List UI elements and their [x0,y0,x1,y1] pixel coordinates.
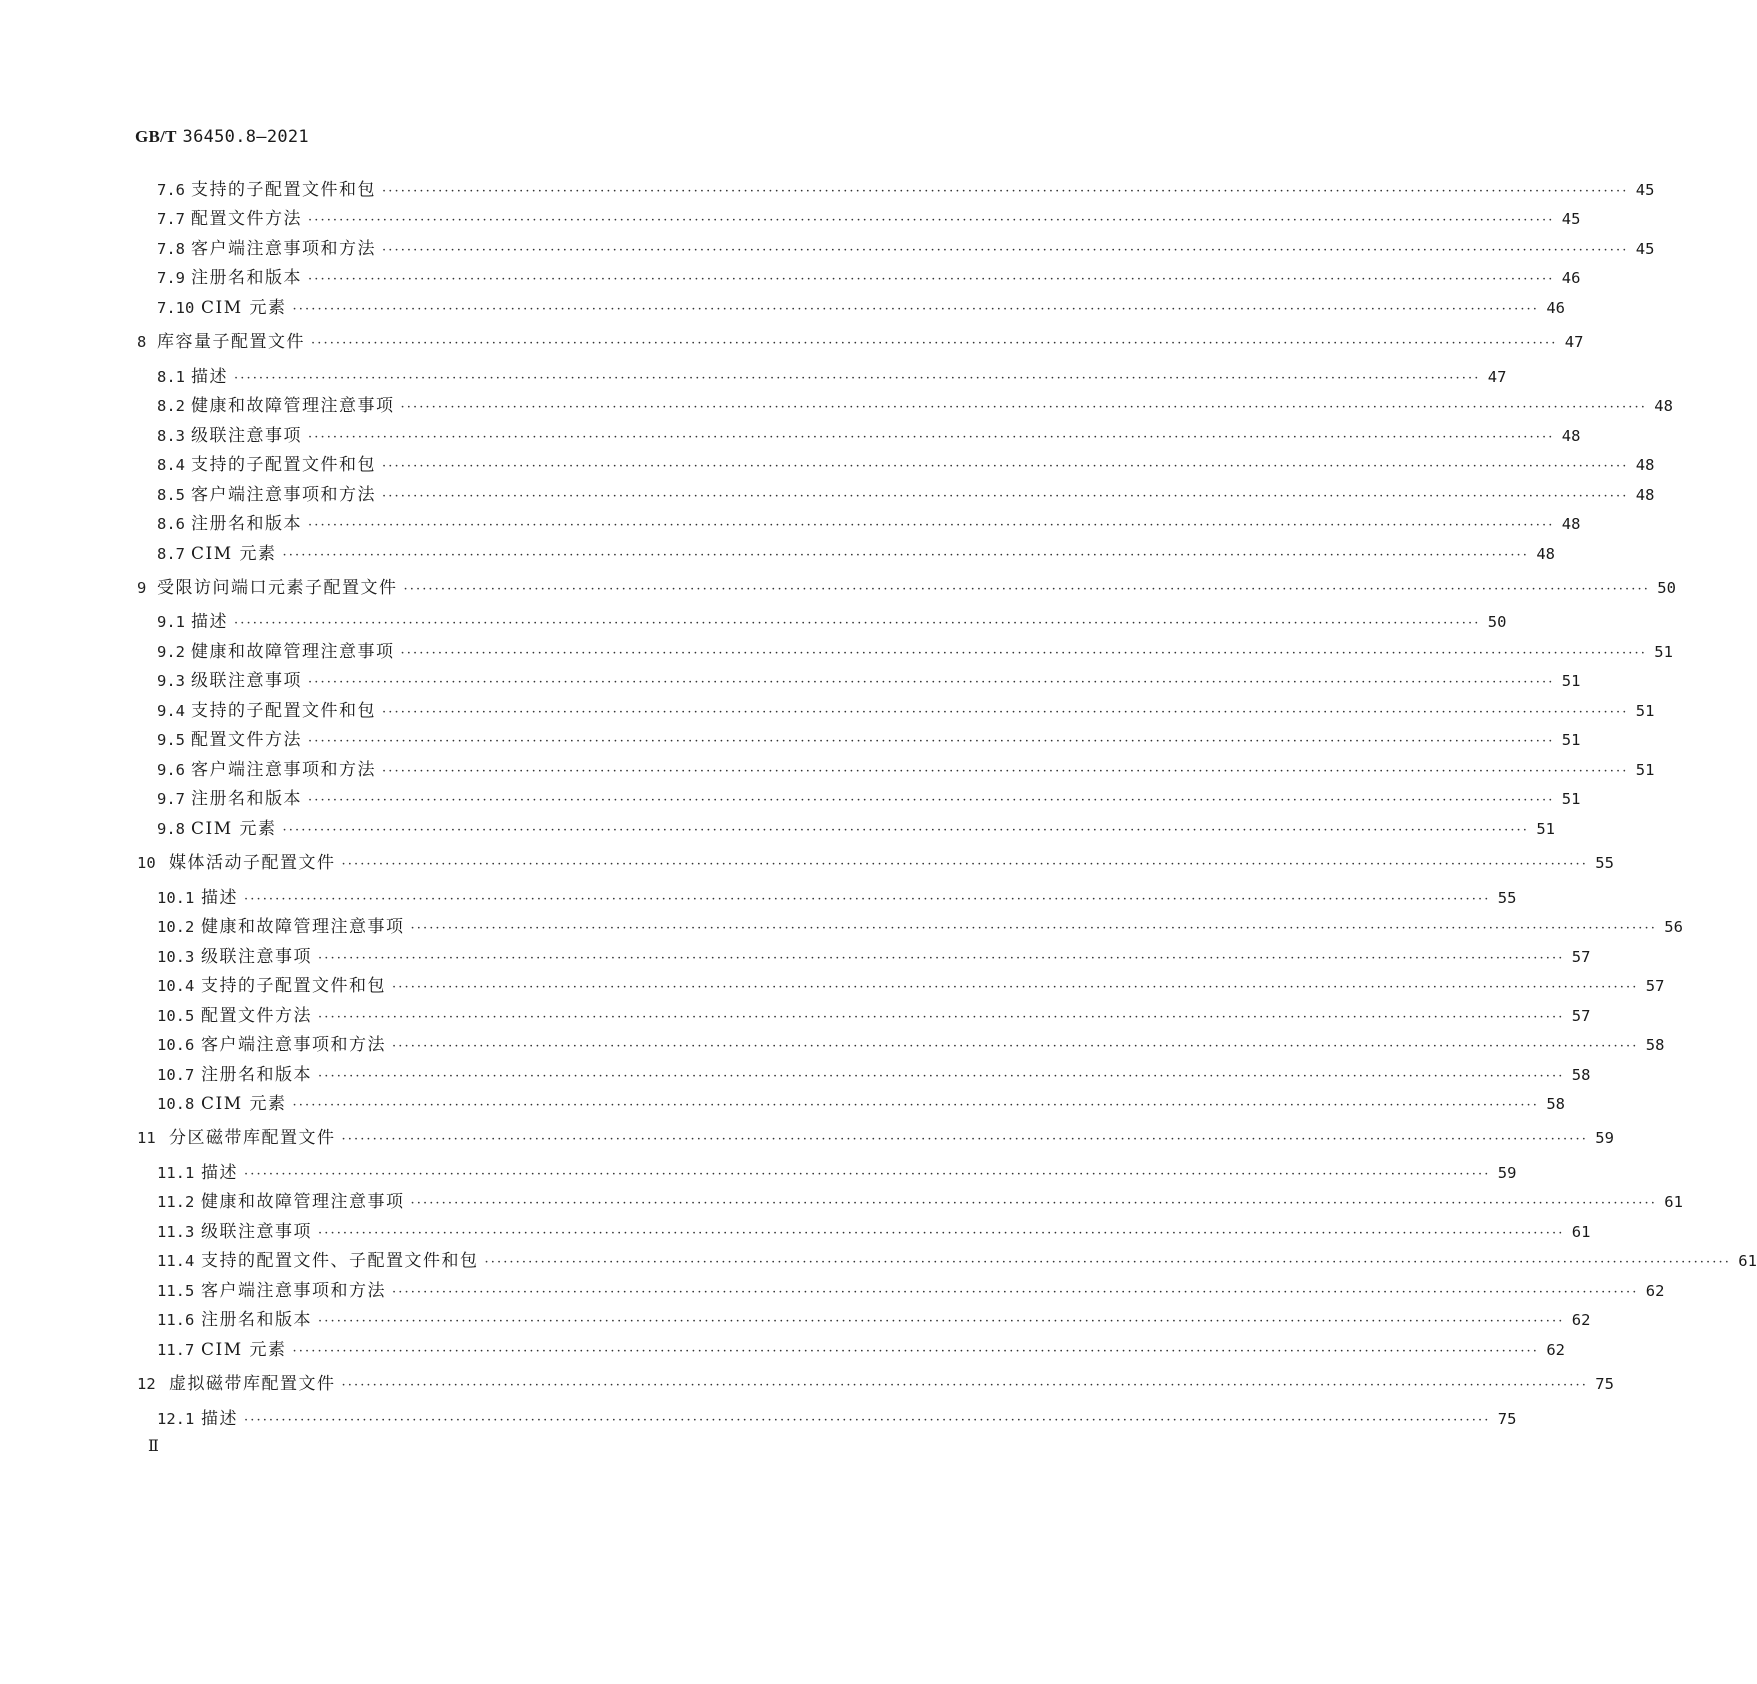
toc-entry-number: 8.2 [157,397,185,415]
dot-leader: ········································································································································································································ [341,1132,1588,1147]
toc-entry-number: 12.1 [157,1410,195,1428]
dot-leader: ········································································································································································································ [308,675,1555,690]
toc-entry[interactable] [157,915,1683,939]
dot-leader: ········································································································································································································ [392,1039,1639,1054]
toc-entry[interactable] [157,1338,1566,1362]
dot-leader: ········································································································································································································ [308,213,1555,228]
toc-entry-page: 59 [1595,1129,1614,1147]
toc-entry-title: CIM 元素 [191,544,277,564]
toc-entry-page: 51 [1635,702,1655,720]
standard-prefix: GB/T [135,127,177,146]
toc-entry-title: 客户端注意事项和方法 [201,1035,386,1055]
dot-leader: ········································································································································································································ [382,243,1629,258]
dot-leader: ········································································································································································································ [292,1344,1540,1359]
toc-entry-page: 55 [1595,854,1614,872]
toc-entry-number: 10 [137,854,156,872]
dot-leader: ········································································································································································································ [410,921,1657,936]
toc-entry-title: 配置文件方法 [201,1006,312,1026]
toc-entry-number: 7.10 [157,299,195,317]
dot-leader: ········································································································································································································ [311,336,1558,351]
toc-entry-number: 11.7 [157,1341,195,1359]
toc-entry-number: 9.7 [157,790,185,808]
toc-entry[interactable] [157,178,1655,202]
toc-entry[interactable] [157,542,1556,566]
toc-entry-title: 库容量子配置文件 [157,332,305,352]
toc-entry-page: 62 [1645,1282,1665,1300]
toc-entry-page: 51 [1561,672,1581,690]
dot-leader: ········································································································································································································ [244,1167,1491,1182]
toc-entry[interactable] [157,1033,1665,1057]
toc-entry-title: 受限访问端口元素子配置文件 [157,578,398,598]
toc-entry-page: 58 [1546,1095,1566,1113]
dot-leader: ········································································································································································································ [400,646,1647,661]
toc-entry-number: 11.1 [157,1164,195,1182]
toc-entry-title: 支持的子配置文件和包 [191,180,376,200]
toc-entry-page: 50 [1487,613,1507,631]
toc-entry[interactable] [157,1220,1591,1244]
toc-entry-number: 9.5 [157,731,185,749]
toc-entry-title: 级联注意事项 [191,671,302,691]
dot-leader: ········································································································································································································ [382,459,1629,474]
toc-entry-title: 注册名和版本 [191,789,302,809]
toc-entry-title: 分区磁带库配置文件 [169,1128,336,1148]
dot-leader: ········································································································································································································ [400,400,1647,415]
toc-entry-page: 46 [1561,269,1581,287]
toc-entry-page: 48 [1561,427,1581,445]
toc-entry[interactable] [137,1372,1614,1396]
toc-entry-page: 50 [1657,579,1676,597]
toc-entry-title: 支持的子配置文件和包 [201,976,386,996]
toc-entry[interactable] [157,669,1581,693]
toc-entry-title: 虚拟磁带库配置文件 [169,1374,336,1394]
toc-entry-number: 10.7 [157,1066,195,1084]
toc-entry-title: 健康和故障管理注意事项 [201,917,405,937]
toc-entry-number: 11 [137,1129,156,1147]
toc-entry-title: 描述 [191,612,228,632]
toc-entry-page: 46 [1546,299,1566,317]
toc-entry-number: 10.5 [157,1007,195,1025]
dot-leader: ········································································································································································································ [484,1255,1731,1270]
dot-leader: ········································································································································································································ [318,1069,1565,1084]
toc-entry-title: 注册名和版本 [201,1065,312,1085]
toc-entry[interactable] [157,699,1655,723]
toc-entry-page: 62 [1546,1341,1566,1359]
toc-entry[interactable] [157,728,1581,752]
toc-entry-title: 客户端注意事项和方法 [191,485,376,505]
toc-entry-title: 级联注意事项 [201,947,312,967]
toc-entry-number: 9.2 [157,643,185,661]
toc-entry-number: 12 [137,1375,156,1393]
dot-leader: ········································································································································································································ [318,1010,1565,1025]
toc-entry-page: 51 [1561,790,1581,808]
toc-entry-page: 51 [1561,731,1581,749]
toc-entry-page: 47 [1487,368,1507,386]
toc-entry-page: 47 [1564,333,1584,351]
dot-leader: ········································································································································································································ [234,616,1481,631]
toc-entry-title: 级联注意事项 [191,426,302,446]
toc-entry-title: 描述 [191,367,228,387]
toc-entry-title: 配置文件方法 [191,209,302,229]
dot-leader: ········································································································································································································ [382,705,1629,720]
toc-entry[interactable] [157,817,1556,841]
toc-entry[interactable] [137,330,1584,354]
toc-entry-title: CIM 元素 [201,298,287,318]
toc-entry-page: 57 [1645,977,1665,995]
dot-leader: ········································································································································································································ [318,1226,1565,1241]
dot-leader: ········································································································································································································ [403,582,1650,597]
toc-entry[interactable] [157,1308,1591,1332]
toc-entry[interactable] [157,974,1665,998]
toc-entry-number: 8.3 [157,427,185,445]
toc-entry-page: 62 [1571,1311,1591,1329]
toc-entry[interactable] [157,640,1673,664]
toc-entry[interactable] [137,851,1614,875]
toc-entry[interactable] [157,207,1581,231]
toc-entry-number: 7.8 [157,240,185,258]
toc-entry-number: 8.7 [157,545,185,563]
toc-entry[interactable] [157,237,1655,261]
toc-entry-page: 48 [1654,397,1673,415]
toc-entry-number: 11.5 [157,1282,195,1300]
toc-entry-number: 7.9 [157,269,185,287]
toc-entry[interactable] [157,1092,1566,1116]
dot-leader: ········································································································································································································ [282,548,1530,563]
toc-entry-number: 10.3 [157,948,195,966]
toc-entry-title: CIM 元素 [201,1340,287,1360]
toc-entry-page: 61 [1738,1252,1757,1270]
dot-leader: ········································································································································································································ [292,302,1540,317]
toc-entry-page: 45 [1635,240,1655,258]
toc-entry[interactable] [157,1063,1591,1087]
dot-leader: ········································································································································································································ [392,980,1639,995]
toc-entry-number: 8 [137,333,147,351]
toc-entry-title: 健康和故障管理注意事项 [191,396,395,416]
toc-entry[interactable] [157,758,1655,782]
toc-entry-page: 61 [1571,1223,1591,1241]
toc-entry[interactable] [157,1279,1665,1303]
toc-entry[interactable] [137,1126,1614,1150]
toc-entry-page: 55 [1497,889,1517,907]
dot-leader: ········································································································································································································ [308,793,1555,808]
toc-entry-page: 75 [1595,1375,1614,1393]
toc-entry-page: 51 [1536,820,1556,838]
toc-entry-page: 59 [1497,1164,1517,1182]
dot-leader: ········································································································································································································ [318,951,1565,966]
dot-leader: ········································································································································································································ [308,518,1555,533]
toc-entry-page: 58 [1571,1066,1591,1084]
toc-entry-page: 51 [1635,761,1655,779]
toc-entry-title: 描述 [201,888,238,908]
toc-entry[interactable] [157,1249,1757,1273]
toc-entry-title: 描述 [201,1163,238,1183]
toc-entry[interactable] [157,1407,1517,1431]
dot-leader: ········································································································································································································ [382,184,1629,199]
toc-entry-title: 支持的配置文件、子配置文件和包 [201,1251,479,1271]
toc-entry[interactable] [157,394,1673,418]
dot-leader: ········································································································································································································ [244,892,1491,907]
dot-leader: ········································································································································································································ [341,1378,1588,1393]
toc-entry-title: 支持的子配置文件和包 [191,455,376,475]
toc-entry[interactable] [157,512,1581,536]
toc-entry-page: 48 [1536,545,1556,563]
toc-entry-number: 10.6 [157,1036,195,1054]
toc-entry-title: 客户端注意事项和方法 [191,239,376,259]
toc-entry-title: 健康和故障管理注意事项 [201,1192,405,1212]
toc-entry-page: 51 [1654,643,1673,661]
standard-number: 36450.8—2021 [182,127,309,147]
toc-entry-number: 9.4 [157,702,185,720]
toc-entry-number: 9.6 [157,761,185,779]
toc-entry[interactable] [157,787,1581,811]
toc-entry-number: 9.8 [157,820,185,838]
toc-entry-page: 61 [1664,1193,1683,1211]
toc-entry-title: 描述 [201,1409,238,1429]
toc-entry-number: 10.1 [157,889,195,907]
toc-entry[interactable] [157,365,1507,389]
toc-entry[interactable] [157,1190,1683,1214]
toc-entry-title: 客户端注意事项和方法 [191,760,376,780]
toc-entry[interactable] [157,886,1517,910]
toc-entry-number: 8.4 [157,456,185,474]
dot-leader: ········································································································································································································ [410,1196,1657,1211]
standard-code-header [135,127,309,147]
toc-entry-number: 10.8 [157,1095,195,1113]
toc-entry-title: 级联注意事项 [201,1222,312,1242]
toc-entry[interactable] [157,483,1655,507]
toc-entry[interactable] [157,296,1566,320]
toc-entry-page: 45 [1635,181,1655,199]
dot-leader: ········································································································································································································ [292,1098,1540,1113]
toc-entry-title: CIM 元素 [191,819,277,839]
toc-entry[interactable] [157,945,1591,969]
toc-entry-page: 48 [1635,486,1655,504]
dot-leader: ········································································································································································································ [308,734,1555,749]
toc-entry[interactable] [157,1161,1517,1185]
toc-entry[interactable] [157,610,1507,634]
toc-entry-number: 11.4 [157,1252,195,1270]
toc-entry-number: 11.6 [157,1311,195,1329]
toc-entry-number: 10.4 [157,977,195,995]
toc-entry[interactable] [157,266,1581,290]
toc-entry-page: 75 [1497,1410,1517,1428]
toc-entry-title: CIM 元素 [201,1094,287,1114]
toc-entry-title: 注册名和版本 [191,268,302,288]
toc-entry-title: 注册名和版本 [201,1310,312,1330]
toc-entry[interactable] [137,576,1676,600]
dot-leader: ········································································································································································································ [282,823,1530,838]
toc-entry-number: 10.2 [157,918,195,936]
dot-leader: ········································································································································································································ [308,430,1555,445]
toc-entry-number: 8.5 [157,486,185,504]
dot-leader: ········································································································································································································ [308,272,1555,287]
toc-entry-number: 9.1 [157,613,185,631]
toc-entry-number: 11.2 [157,1193,195,1211]
toc-entry-page: 56 [1664,918,1683,936]
page-number: Ⅱ [148,1438,159,1455]
toc-entry-page: 48 [1561,515,1581,533]
dot-leader: ········································································································································································································ [341,857,1588,872]
toc-entry-page: 48 [1635,456,1655,474]
toc-entry-page: 45 [1561,210,1581,228]
toc-entry[interactable] [157,424,1581,448]
dot-leader: ········································································································································································································ [392,1285,1639,1300]
toc-entry-page: 58 [1645,1036,1665,1054]
dot-leader: ········································································································································································································ [234,371,1481,386]
toc-entry-title: 注册名和版本 [191,514,302,534]
toc-entry-title: 媒体活动子配置文件 [169,853,336,873]
dot-leader: ········································································································································································································ [382,764,1629,779]
toc-entry-number: 9.3 [157,672,185,690]
toc-entry[interactable] [157,1004,1591,1028]
dot-leader: ········································································································································································································ [244,1413,1491,1428]
toc-entry-number: 7.6 [157,181,185,199]
dot-leader: ········································································································································································································ [382,489,1629,504]
toc-entry-number: 8.1 [157,368,185,386]
toc-entry-page: 57 [1571,948,1591,966]
toc-entry-title: 健康和故障管理注意事项 [191,642,395,662]
toc-entry-number: 8.6 [157,515,185,533]
toc-entry-title: 支持的子配置文件和包 [191,701,376,721]
toc-entry-number: 11.3 [157,1223,195,1241]
toc-entry-page: 57 [1571,1007,1591,1025]
toc-entry-title: 客户端注意事项和方法 [201,1281,386,1301]
toc-entry-number: 9 [137,579,147,597]
toc-entry-title: 配置文件方法 [191,730,302,750]
toc-entry-number: 7.7 [157,210,185,228]
dot-leader: ········································································································································································································ [318,1314,1565,1329]
toc-entry[interactable] [157,453,1655,477]
